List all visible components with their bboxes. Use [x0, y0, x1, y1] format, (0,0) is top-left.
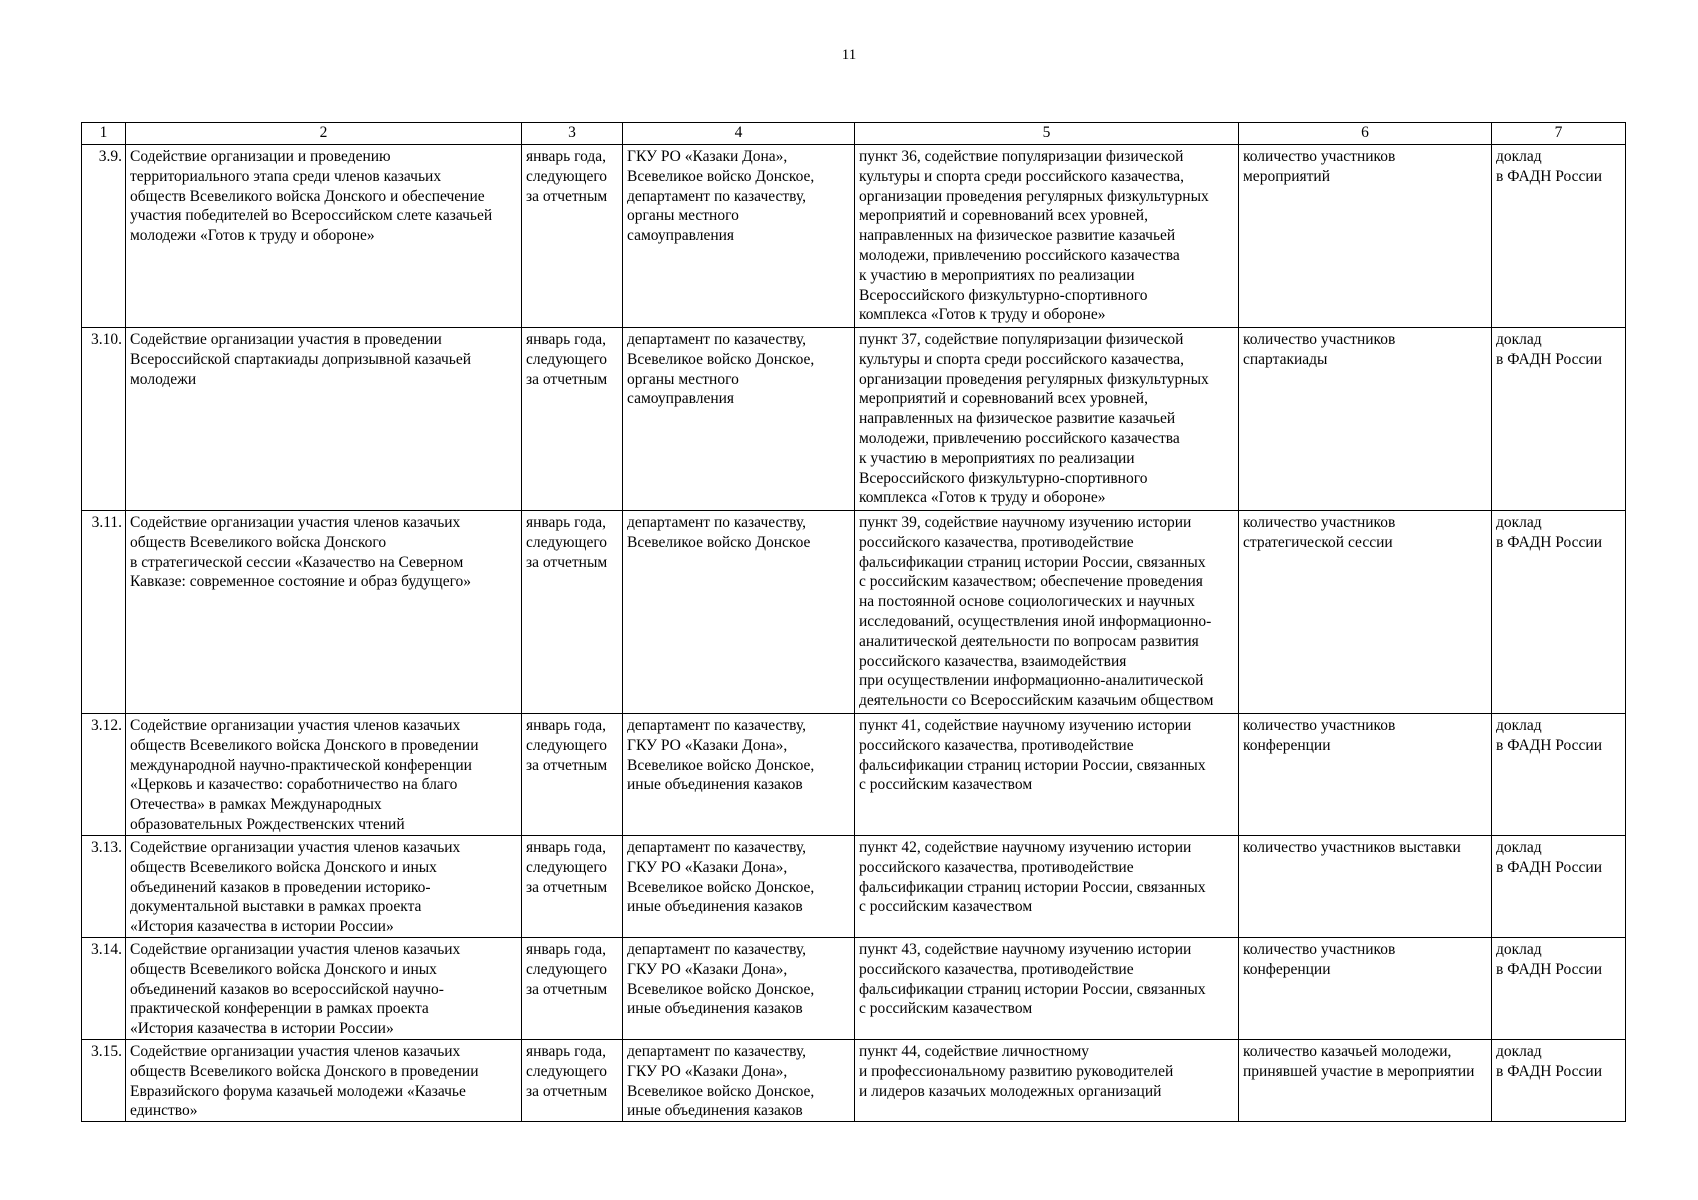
indicator: количество участников мероприятий — [1239, 145, 1492, 328]
table-row — [82, 938, 1626, 1040]
executors: департамент по казачеству, ГКУ РО «Казаки Дона», Всевеликое войско Донское, иные объединения казаков — [623, 836, 855, 938]
column-header: 1 — [82, 123, 126, 145]
executors: департамент по казачеству, Всевеликое войско Донское — [623, 511, 855, 714]
deadline: январь года, следующего за отчетным — [522, 836, 623, 938]
table-row — [82, 145, 1626, 328]
item-number: 3.10. — [82, 328, 126, 511]
item-number: 3.14. — [82, 938, 126, 1040]
indicator: количество казачьей молодежи, принявшей участие в мероприятии — [1239, 1040, 1492, 1122]
table-row — [82, 511, 1626, 714]
column-header: 3 — [522, 123, 623, 145]
strategy-item: пункт 39, содействие научному изучению истории российского казачества, противодействие фальсификации страниц истории России, связанных с российским казачеством; обеспечение проведения на постоянной основе социологических и научных исследований, осуществления иной информационно- аналитической деятельности по вопросам развития российского казачества, взаимодействия при осуществлении информационно-аналитической деятельности со Всероссийским казачьим обществом — [855, 511, 1239, 714]
table-row — [82, 836, 1626, 938]
deadline: январь года, следующего за отчетным — [522, 1040, 623, 1122]
executors: департамент по казачеству, ГКУ РО «Казаки Дона», Всевеликое войско Донское, иные объединения казаков — [623, 938, 855, 1040]
item-number: 3.13. — [82, 836, 126, 938]
page-number: 11 — [841, 47, 857, 63]
indicator: количество участников конференции — [1239, 714, 1492, 836]
executors: департамент по казачеству, ГКУ РО «Казаки Дона», Всевеликое войско Донское, иные объединения казаков — [623, 1040, 855, 1122]
column-number-row — [82, 123, 1626, 145]
column-header: 4 — [623, 123, 855, 145]
deadline: январь года, следующего за отчетным — [522, 145, 623, 328]
strategy-item: пункт 37, содействие популяризации физической культуры и спорта среди российского казачества, организации проведения регулярных физкультурных мероприятий и соревнований всех уровней, направленных на физическое развитие казачьей молодежи, привлечению российского казачества к участию в мероприятиях по реализации Всероссийского физкультурно-спортивного комплекса «Готов к труду и обороне» — [855, 328, 1239, 511]
column-header: 5 — [855, 123, 1239, 145]
column-header: 7 — [1492, 123, 1626, 145]
indicator: количество участников спартакиады — [1239, 328, 1492, 511]
report-form: доклад в ФАДН России — [1492, 714, 1626, 836]
strategy-item: пункт 36, содействие популяризации физической культуры и спорта среди российского казачества, организации проведения регулярных физкультурных мероприятий и соревнований всех уровней, направленных на физическое развитие казачьей молодежи, привлечению российского казачества к участию в мероприятиях по реализации Всероссийского физкультурно-спортивного комплекса «Готов к труду и обороне» — [855, 145, 1239, 328]
indicator: количество участников конференции — [1239, 938, 1492, 1040]
table-row — [82, 714, 1626, 836]
executors: департамент по казачеству, Всевеликое войско Донское, органы местного самоуправления — [623, 328, 855, 511]
indicator: количество участников выставки — [1239, 836, 1492, 938]
column-header: 6 — [1239, 123, 1492, 145]
deadline: январь года, следующего за отчетным — [522, 938, 623, 1040]
strategy-item: пункт 44, содействие личностному и профессиональному развитию руководителей и лидеров казачьих молодежных организаций — [855, 1040, 1239, 1122]
item-number: 3.15. — [82, 1040, 126, 1122]
executors: ГКУ РО «Казаки Дона», Всевеликое войско Донское, департамент по казачеству, органы местного самоуправления — [623, 145, 855, 328]
item-number: 3.9. — [82, 145, 126, 328]
report-form: доклад в ФАДН России — [1492, 836, 1626, 938]
item-number: 3.12. — [82, 714, 126, 836]
strategy-item: пункт 43, содействие научному изучению истории российского казачества, противодействие фальсификации страниц истории России, связанных с российским казачеством — [855, 938, 1239, 1040]
event-name: Содействие организации и проведению территориального этапа среди членов казачьих обществ Всевеликого войска Донского и обеспечение участия победителей во Всероссийском слете казачьей молодежи «Готов к труду и обороне» — [126, 145, 522, 328]
strategy-item: пункт 42, содействие научному изучению истории российского казачества, противодействие фальсификации страниц истории России, связанных с российским казачеством — [855, 836, 1239, 938]
event-name: Содействие организации участия в проведении Всероссийской спартакиады допризывной казачьей молодежи — [126, 328, 522, 511]
report-form: доклад в ФАДН России — [1492, 938, 1626, 1040]
item-number: 3.11. — [82, 511, 126, 714]
report-form: доклад в ФАДН России — [1492, 1040, 1626, 1122]
event-name: Содействие организации участия членов казачьих обществ Всевеликого войска Донского в стратегической сессии «Казачество на Северном Кавказе: современное состояние и образ будущего» — [126, 511, 522, 714]
report-form: доклад в ФАДН России — [1492, 511, 1626, 714]
event-name: Содействие организации участия членов казачьих обществ Всевеликого войска Донского и иных объединений казаков во всероссийской научно- практической конференции в рамках проекта «История казачества в истории России» — [126, 938, 522, 1040]
report-form: доклад в ФАДН России — [1492, 145, 1626, 328]
table-row — [82, 328, 1626, 511]
table-row — [82, 1040, 1626, 1122]
event-name: Содействие организации участия членов казачьих обществ Всевеликого войска Донского и иных объединений казаков в проведении историко- документальной выставки в рамках проекта «История казачества в истории России» — [126, 836, 522, 938]
strategy-item: пункт 41, содействие научному изучению истории российского казачества, противодействие фальсификации страниц истории России, связанных с российским казачеством — [855, 714, 1239, 836]
report-form: доклад в ФАДН России — [1492, 328, 1626, 511]
deadline: январь года, следующего за отчетным — [522, 511, 623, 714]
executors: департамент по казачеству, ГКУ РО «Казаки Дона», Всевеликое войско Донское, иные объединения казаков — [623, 714, 855, 836]
event-name: Содействие организации участия членов казачьих обществ Всевеликого войска Донского в проведении Евразийского форума казачьей молодежи «Казачье единство» — [126, 1040, 522, 1122]
deadline: январь года, следующего за отчетным — [522, 714, 623, 836]
indicator: количество участников стратегической сессии — [1239, 511, 1492, 714]
activity-plan-table — [81, 122, 1626, 1122]
deadline: январь года, следующего за отчетным — [522, 328, 623, 511]
column-header: 2 — [126, 123, 522, 145]
event-name: Содействие организации участия членов казачьих обществ Всевеликого войска Донского в проведении международной научно-практической конференции «Церковь и казачество: соработничество на благо Отечества» в рамках Международных образовательных Рождественских чтений — [126, 714, 522, 836]
